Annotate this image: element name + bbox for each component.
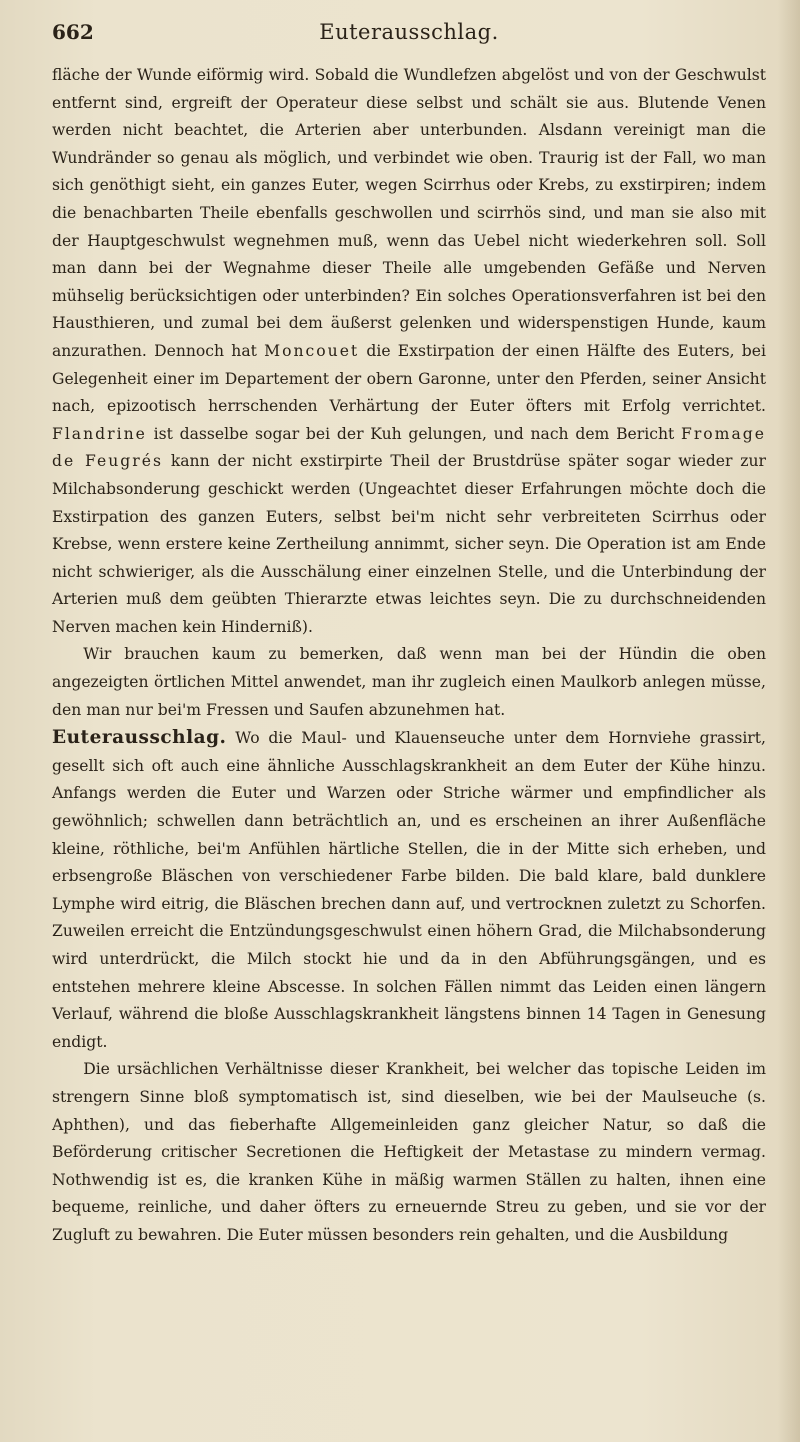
paragraph-1 (52, 62, 766, 641)
author-name-flandrine: Flandrine (52, 424, 147, 443)
paragraph-1-text: fläche der Wunde eiförmig wird. Sobald die Wundlefzen abgelöst und von der Geschwulst entfernt sind, ergreift der Operateur diese selbst und schält sie aus. Blutende Venen werden nicht beachtet, die Arterien aber unterbunden. Alsdann vereinigt man die Wundränder so genau als möglich, und verbindet wie oben. Traurig ist der Fall, wo man sich genöthigt sieht, ein ganzes Euter, wegen Scirrhus oder Krebs, zu exstirpiren; indem die benachbarten Theile ebenfalls geschwollen und scirrhös sind, und man sie also mit der Hauptgeschwulst wegnehmen muß, wenn das Uebel nicht wiederkehren soll. Soll man dann bei der Wegnahme dieser Theile alle umgebenden Gefäße und Nerven mühselig berücksichtigen oder unterbinden? Ein solches Operationsverfahren ist bei den Hausthieren, und zumal bei dem äußerst gelenken und widerspenstigen Hunde, kaum anzurathen. Dennoch hat (52, 66, 766, 360)
paragraph-3 (52, 724, 766, 1056)
author-name-fromage: Fromage de Feugrés (52, 424, 766, 471)
page-number: 662 (52, 20, 94, 44)
paragraph-2: Wir brauchen kaum zu bemerken, daß wenn man bei der Hündin die oben angezeigten örtlichen Mittel anwendet, man ihr zugleich einen Maulkorb anlegen müsse, den man nur bei'm Fressen und Saufen abzunehmen hat. (52, 645, 766, 719)
paragraph-4: Die ursächlichen Verhältnisse dieser Krankheit, bei welcher das topische Leiden im strengern Sinne bloß symptomatisch ist, sind dieselben, wie bei der Maulseuche (s. Aphthen), und das fieberhafte Allgemeinleiden ganz gleicher Natur, so daß die Beförderung critischer Secretionen die Heftigkeit der Metastase zu mindern vermag. Nothwendig ist es, die kranken Kühe in mäßig warmen Ställen zu halten, ihnen eine bequeme, reinliche, und daher öfters zu erneuernde Streu zu geben, und sie vor der Zugluft zu bewahren. Die Euter müssen besonders rein gehalten, und die Ausbildung (52, 1060, 766, 1244)
paragraph-1-text-b: die Exstirpation der einen Hälfte des Euters, bei Gelegenheit einer im Departement der obern Garonne, unter den Pferden, seiner Ansicht nach, epizootisch herrschenden Verhärtung der Euter öfters mit Erfolg verrichtet. (52, 341, 767, 416)
body-text (52, 62, 766, 1250)
running-head: Euterausschlag. (319, 20, 499, 44)
section-heading-euterausschlag: Euterausschlag. (52, 727, 227, 749)
paragraph-3-text: Wo die Maul- und Klauenseuche unter dem Hornviehe grassirt, gesellt sich oft auch eine ähnliche Ausschlagskrankheit an dem Euter der Kühe hinzu. Anfangs werden die Euter und Warzen oder Striche wärmer und empfindlicher als gewöhnlich; schwellen dann beträchtlich an, und es erscheinen an ihrer Außenfläche kleine, röthliche, bei'm Anfühlen härtliche Stellen, die in der Mitte sich erheben, und erbsengroße Bläschen von verschiedener Farbe bilden. Die bald klare, bald dunklere Lymphe wird eitrig, die Bläschen brechen dann auf, und vertrocknen zuletzt zu Schorfen. Zuweilen erreicht die Entzündungsgeschwulst einen höhern Grad, die Milchabsonderung wird unterdrückt, die Milch stockt hie und da in den Abführungsgängen, und es entstehen mehrere kleine Abscesse. In solchen Fällen nimmt das Leiden einen längern Verlauf, während die bloße Ausschlagskrankheit längstens binnen 14 Tagen in Genesung endigt. (52, 729, 766, 1051)
paragraph-1-text-c: ist dasselbe sogar bei der Kuh gelungen, und nach dem Bericht (153, 424, 675, 443)
paragraph-1-text-d: kann der nicht exstirpirte Theil der Brustdrüse später sogar wieder zur Milchabsonderung geschickt werden (Ungeachtet dieser Erfahrungen möchte doch die Exstirpation des ganzen Euters, selbst bei'm nicht sehr verbreiteten Scirrhus oder Krebse, wenn erstere keine Zertheilung annimmt, sicher seyn. Die Operation ist am Ende nicht schwieriger, als die Ausschälung einer einzelnen Stelle, und die Unterbindung der Arterien muß dem geübten Thierarzte etwas leichtes seyn. Die zu durchschneidenden Nerven machen kein Hinderniß). (52, 452, 766, 636)
page-header (52, 20, 766, 58)
author-name-moncouet: Moncouet (264, 341, 360, 360)
page-edge-shadow (778, 0, 800, 1442)
